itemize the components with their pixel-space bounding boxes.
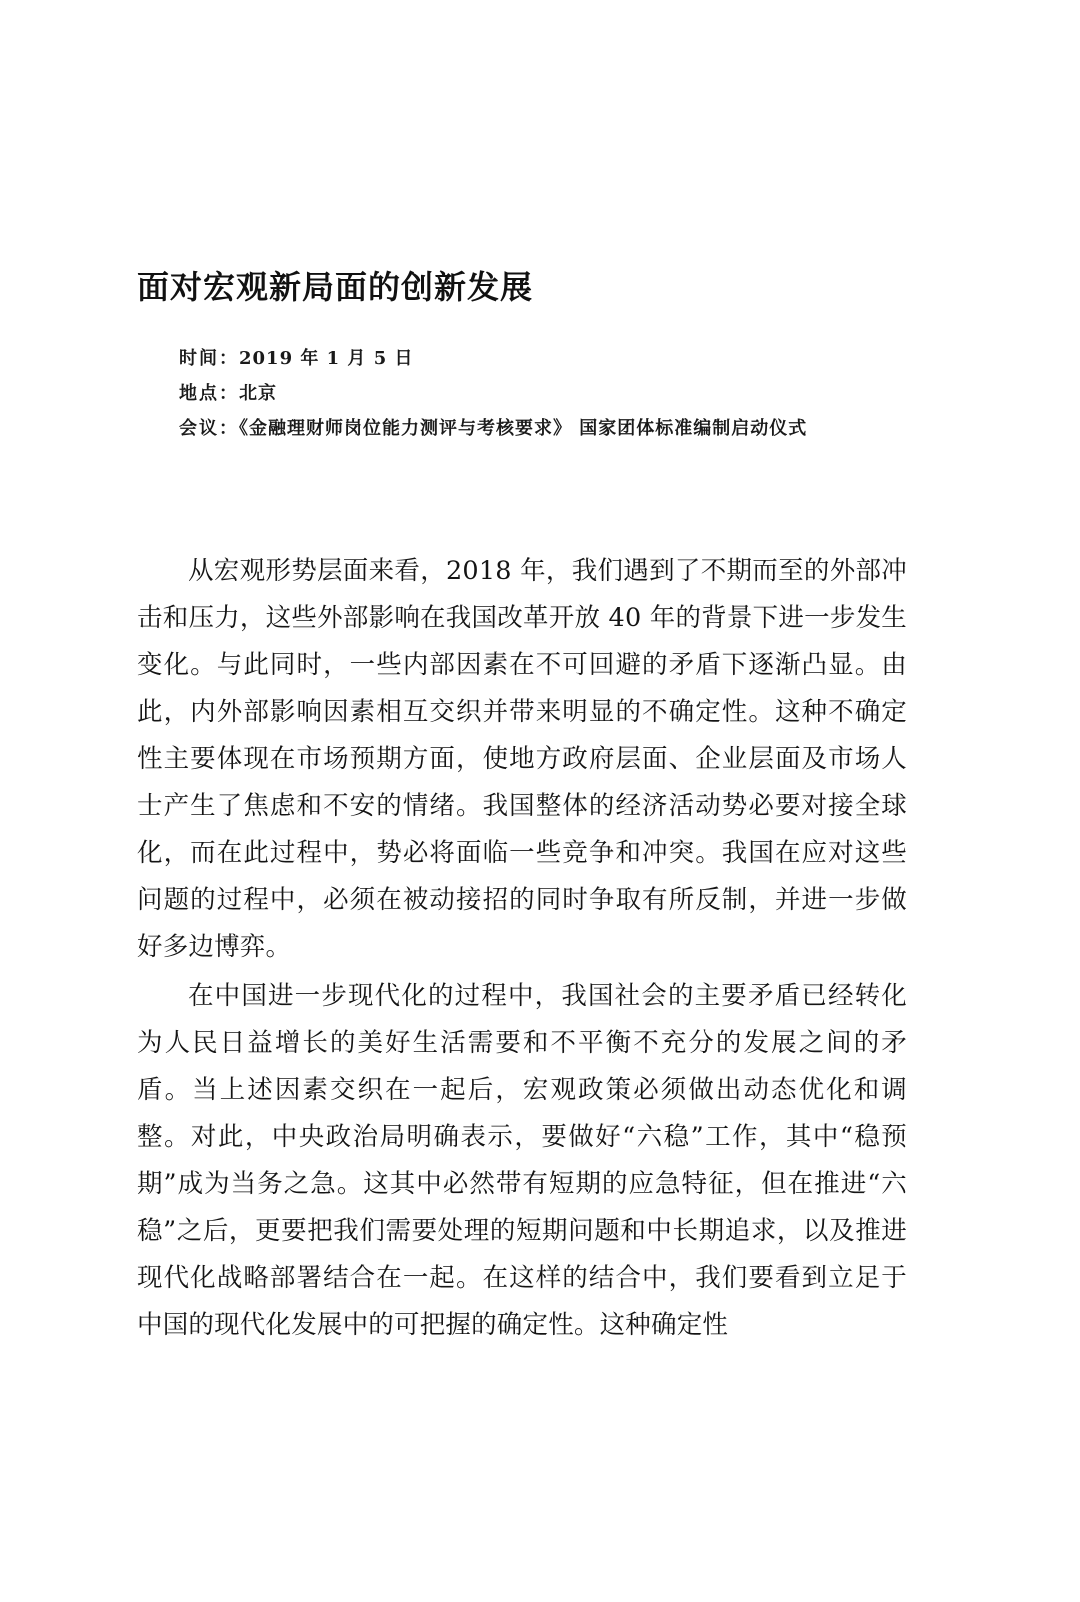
meta-row-time	[179, 350, 907, 368]
meta-value-location: 北京	[239, 383, 277, 405]
meta-label-time: 时间：	[179, 348, 239, 370]
paragraph-2: 在中国进一步现代化的过程中，我国社会的主要矛盾已经转化为人民日益增长的美好生活需要和不平衡不充分的发展之间的矛盾。当上述因素交织在一起后，宏观政策必须做出动态优化和调整。对此，中央政治局明确表示，要做好“六稳”工作，其中“稳预期”成为当务之急。这其中必然带有短期的应急特征，但在推进“六稳”之后，更要把我们需要处理的短期问题和中长期追求，以及推进现代化战略部署结合在一起。在这样的结合中，我们要看到立足于中国的现代化发展中的可把握的确定性。这种确定性	[137, 981, 907, 1341]
meta-value-conference: 《金融理财师岗位能力测评与考核要求》 国家团体标准编制启动仪式	[239, 418, 808, 440]
paragraph-1: 从宏观形势层面来看，2018 年，我们遇到了不期而至的外部冲击和压力，这些外部影响在我国改革开放 40 年的背景下进一步发生变化。与此同时，一些内部因素在不可回避的矛盾下逐渐凸显。由此，内外部影响因素相互交织并带来明显的不确定性。这种不确定性主要体现在市场预期方面，使地方政府层面、企业层面及市场人士产生了焦虑和不安的情绪。我国整体的经济活动势必要对接全球化，而在此过程中，势必将面临一些竞争和冲突。我国在应对这些问题的过程中，必须在被动接招的同时争取有所反制，并进一步做好多边博弈。	[137, 556, 907, 963]
meta-row-location	[179, 385, 907, 403]
page-content	[137, 0, 907, 1351]
page-title: 面对宏观新局面的创新发展	[137, 268, 534, 306]
meta-label-location: 地点：	[179, 383, 239, 405]
document-body	[137, 548, 907, 1349]
meta-value-time: 2019 年 1 月 5 日	[239, 348, 414, 370]
meta-label-conference: 会议：	[179, 418, 239, 440]
meta-row-conference	[179, 420, 907, 438]
document-meta	[137, 350, 907, 438]
